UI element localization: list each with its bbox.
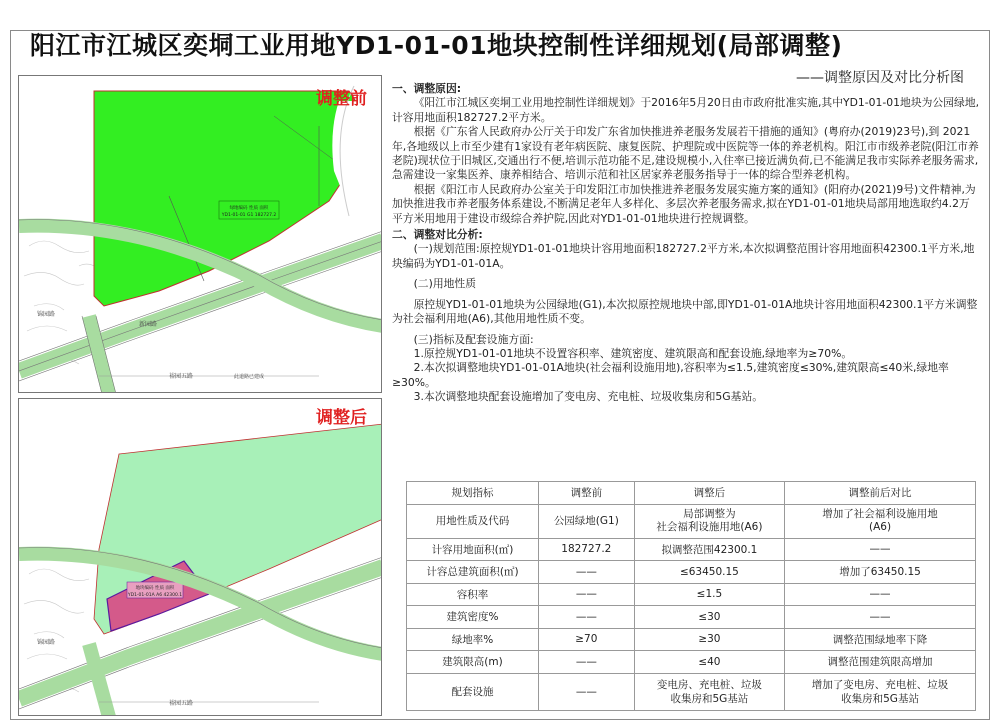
table-cell: ——: [538, 561, 634, 584]
map-before-label: 调整前: [316, 89, 367, 109]
indicator-item-3: 3.本次调整地块配套设施增加了变电房、充电桩、垃圾收集房和5G基站。: [413, 390, 764, 404]
road-note: 此道路已建成: [234, 374, 265, 380]
section1-heading: 一、调整原因:: [392, 82, 462, 95]
map-before: [18, 75, 382, 393]
table-cell: ≤30: [634, 606, 784, 629]
table-header: 调整前后对比: [785, 482, 976, 505]
table-cell: ——: [785, 538, 976, 561]
section2-scope: (一)规划范围:原控规YD1-01-01地块计容用地面积182727.2平方米,本次拟调整范围计容用地面积42300.1平方米,地块编码为YD1-01-01A。: [392, 242, 975, 270]
road-label-3: 新园路: [139, 321, 158, 328]
map-before-drawing: [19, 76, 382, 393]
table-cell: 计容总建筑面积(㎡): [407, 561, 539, 584]
table-cell: 增加了63450.15: [785, 561, 976, 584]
table-cell: 拟调整范围42300.1: [634, 538, 784, 561]
table-row: [407, 628, 976, 651]
table-header-row: [407, 482, 976, 505]
table-cell: ——: [785, 583, 976, 606]
table-cell: 调整范围建筑限高增加: [785, 651, 976, 674]
table-cell: ≤1.5: [634, 583, 784, 606]
table-header: 调整后: [634, 482, 784, 505]
table-cell: ≥70: [538, 628, 634, 651]
page-subtitle: ——调整原因及对比分析图: [796, 70, 964, 86]
before-parcel-label-1: 绿地编码 性质 面积: [229, 206, 269, 211]
section1-p2: 根据《广东省人民政府办公厅关于印发广东省加快推进养老服务发展若干措施的通知》(粤府办(2019)23号),到 2021年,各地级以上市至少建有1家设有老年病医院、康复医院、护理院或中医院等一体的养老机构。阳江市市级养老院(阳江市养老院)现状位于旧城区,交通出行不便,培训示范功能不足,建设规模小,入住率已接近满负荷,已不能满足我市实际养老服务需求,急需建设一家集医养、康养相结合、培训示范和社区居家养老服务指导于一体的综合型养老机构。: [392, 125, 979, 182]
before-parcel-label-2: YD1-01-01 G1 182727.2: [221, 213, 277, 218]
table-row: [407, 538, 976, 561]
table-cell: ≥30: [634, 628, 784, 651]
table-cell: ≤63450.15: [634, 561, 784, 584]
after-parcel-label-2: YD1-01-01A A6 42300.1: [127, 593, 183, 598]
table-row: [407, 504, 976, 538]
section2-heading: 二、调整对比分析:: [392, 228, 483, 242]
table-row: [407, 651, 976, 674]
section2-landuse-title: (二)用地性质: [413, 277, 477, 291]
map-after-drawing: [19, 399, 382, 716]
map-after-label: 调整后: [316, 408, 367, 428]
table-row: [407, 561, 976, 584]
comparison-table: [406, 481, 976, 711]
road-label-1: 锦园路: [37, 311, 56, 318]
analysis-text: [392, 82, 980, 405]
page-title: 阳江市江城区奕垌工业用地YD1-01-01地块控制性详细规划(局部调整): [30, 31, 843, 60]
road-label-2: 锦园路: [37, 639, 56, 646]
table-cell: 计容用地面积(㎡): [407, 538, 539, 561]
table-cell: 变电房、充电桩、垃圾 收集房和5G基站: [634, 673, 784, 710]
section1-p3: 根据《阳江市人民政府办公室关于印发阳江市加快推进养老服务发展实施方案的通知》(阳府办(2021)9号)文件精神,为加快推进我市养老服务体系建设,不断满足老年人多样化、多层次养老服务需求,拟在YD1-01-01地块局部用地选取约4.2万平方米用地用于建设市级综合养护院,因此对YD1-01-01地块进行控规调整。: [392, 182, 976, 225]
indicator-item-1: 1.原控规YD1-01-01地块不设置容积率、建筑密度、建筑限高和配套设施,绿地率为≥70%。: [413, 346, 853, 360]
table-row: [407, 673, 976, 710]
table-cell: 建筑限高(m): [407, 651, 539, 674]
table-header: 规划指标: [407, 482, 539, 505]
table-cell: ——: [538, 583, 634, 606]
table-cell: 绿地率%: [407, 628, 539, 651]
map-after: [18, 398, 382, 716]
table-row: [407, 583, 976, 606]
section2-indicators-title: (三)指标及配套设施方面:: [413, 332, 534, 346]
table-cell: ——: [785, 606, 976, 629]
table-cell: 调整范围绿地率下降: [785, 628, 976, 651]
table-header: 调整前: [538, 482, 634, 505]
table-cell: ≤40: [634, 651, 784, 674]
table-row: [407, 606, 976, 629]
road-label-5: 裕园五路: [169, 700, 194, 707]
road-label-4: 裕园五路: [169, 373, 194, 380]
table-cell: 增加了社会福利设施用地 (A6): [785, 504, 976, 538]
table-cell: 容积率: [407, 583, 539, 606]
table-cell: 用地性质及代码: [407, 504, 539, 538]
indicator-item-2: 2.本次拟调整地块YD1-01-01A地块(社会福利设施用地),容积率为≤1.5,建筑密度≤30%,建筑限高≤40米,绿地率≥30%。: [392, 361, 949, 389]
table-cell: 局部调整为 社会福利设施用地(A6): [634, 504, 784, 538]
after-parcel-label-1: 地块编码 性质 面积: [135, 586, 175, 591]
section2-landuse: 原控规YD1-01-01地块为公园绿地(G1),本次拟原控规地块中部,即YD1-01-01A地块计容用地面积42300.1平方米调整为社会福利用地(A6),其他用地性质不变。: [392, 297, 978, 326]
table-cell: 公园绿地(G1): [538, 504, 634, 538]
table-cell: 配套设施: [407, 673, 539, 710]
section1-p1: 《阳江市江城区奕垌工业用地控制性详细规划》于2016年5月20日由市政府批准实施,其中YD1-01-01地块为公园绿地,计容用地面积182727.2平方米。: [392, 96, 980, 124]
table-cell: 增加了变电房、充电桩、垃圾 收集房和5G基站: [785, 673, 976, 710]
table-cell: ——: [538, 606, 634, 629]
table-cell: 建筑密度%: [407, 606, 539, 629]
table-cell: ——: [538, 651, 634, 674]
table-cell: ——: [538, 673, 634, 710]
table-cell: 182727.2: [538, 538, 634, 561]
